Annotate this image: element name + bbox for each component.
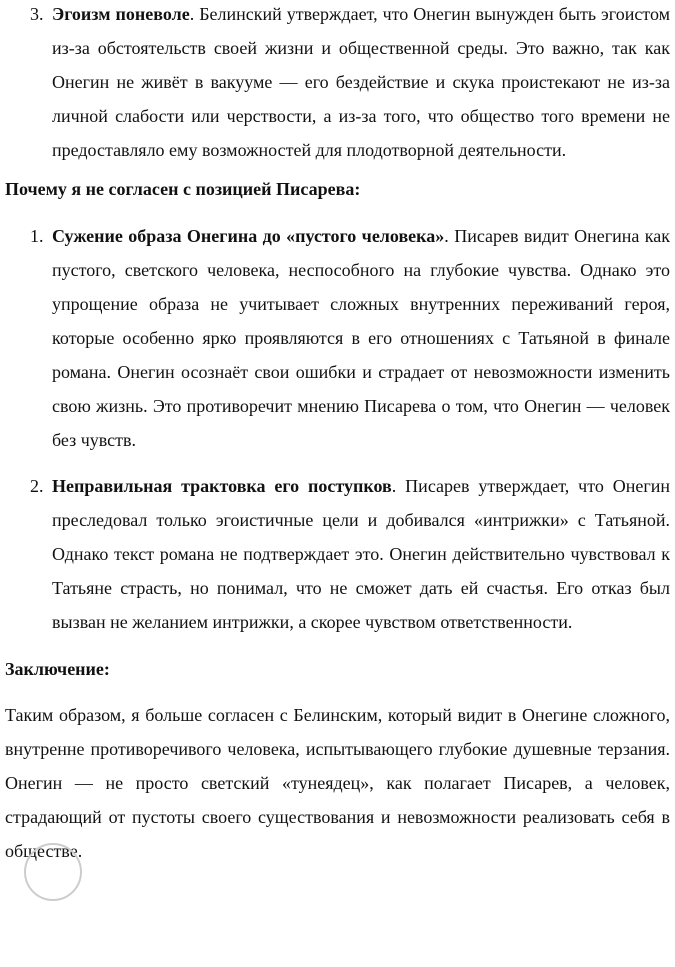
item-text: . Писарев видит Онегина как пустого, светского человека, неспособного на глубокие чувства. Однако это упрощение образа не учитывает сложных внутренних переживаний героя, которые особенно ярко проявляются в его отношениях с Татьяной в финале романа. Онегин осознаёт свои ошибки и страдает от невозможности изменить свою жизнь. Это противоречит мнению Писарева о том, что Онегин — человек без чувств.: [52, 226, 671, 450]
item-text: . Писарев утверждает, что Онегин преследовал только эгоистичные цели и добивался «интрижки» с Татьяной. Однако текст романа не подтверждает это. Онегин действительно чувствовал к Татьяне страсть, но понимал, что не сможет дать ей счастья. Его отказ был вызван не желанием интрижки, а скорее чувством ответственности.: [52, 476, 670, 632]
list-number: 2.: [30, 476, 44, 496]
list-item-egoism: [5, 0, 670, 167]
item-title: Сужение образа Онегина до «пустого человека»: [52, 226, 445, 246]
item-title: Эгоизм поневоле: [52, 4, 190, 24]
list-item-misinterpretation: [5, 469, 670, 639]
list-item-narrowing: [5, 219, 670, 457]
item-title: Неправильная трактовка его поступков: [52, 476, 392, 496]
section-heading-conclusion: [5, 652, 670, 686]
item-text: . Белинский утверждает, что Онегин вынужден быть эгоистом из-за обстоятельств своей жизни и общественной среды. Это важно, так как Онегин не живёт в вакууме — его бездействие и скука проистекают не из-за личной слабости или черствости, а из-за того, что общество того времени не предоставляло ему возможностей для плодотворной деятельности.: [52, 4, 670, 160]
heading-text: Почему я не согласен с позицией Писарева:: [5, 179, 361, 199]
list-number: 3.: [30, 4, 44, 24]
list-number: 1.: [30, 226, 44, 246]
section-heading-pisarev: [5, 172, 670, 206]
conclusion-paragraph: Таким образом, я больше согласен с Белинским, который видит в Онегине сложного, внутренне противоречивого человека, испытывающего глубокие душевные терзания. Онегин — не просто светский «тунеядец», как полагает Писарев, а человек, страдающий от пустоты своего существования и невозможности реализовать себя в обществе.: [5, 705, 670, 861]
heading-text: Заключение:: [5, 659, 110, 679]
